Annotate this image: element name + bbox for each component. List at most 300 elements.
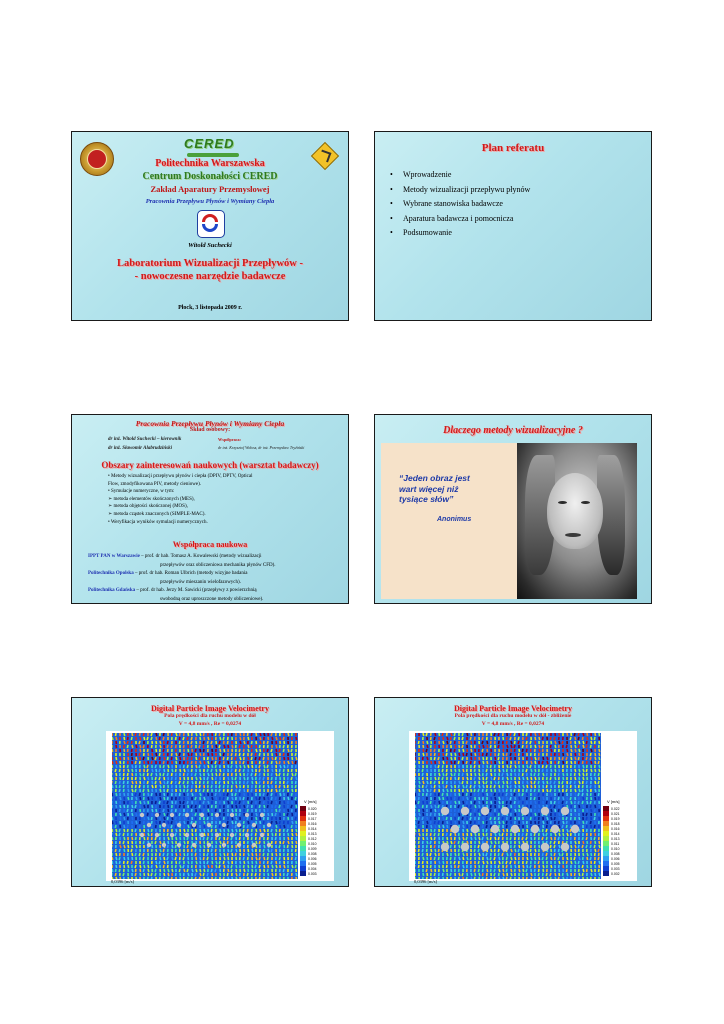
velocity-vector — [483, 801, 484, 804]
velocity-vector — [598, 761, 599, 764]
velocity-vector — [243, 761, 244, 764]
velocity-vector — [292, 789, 293, 792]
velocity-vector — [494, 793, 495, 796]
velocity-vector — [446, 817, 447, 820]
velocity-vector — [283, 737, 284, 740]
velocity-vector — [219, 733, 220, 736]
velocity-vector — [223, 797, 224, 800]
velocity-vector — [450, 857, 451, 860]
velocity-vector — [204, 865, 205, 868]
velocity-vector — [171, 821, 172, 824]
velocity-vector — [590, 805, 591, 808]
velocity-vector — [562, 853, 563, 856]
velocity-vector — [156, 733, 157, 736]
slide-agenda — [374, 131, 652, 321]
velocity-vector — [511, 873, 512, 876]
org-text: swobodną oraz uproszczone metody obliczeniowe). — [160, 596, 264, 602]
velocity-vector — [463, 821, 464, 824]
velocity-vector — [219, 781, 220, 784]
colorbar-tick: 0.013 — [308, 832, 317, 836]
velocity-vector — [590, 753, 591, 756]
velocity-vector — [515, 849, 516, 852]
velocity-vector — [470, 821, 471, 824]
velocity-vector — [514, 801, 515, 804]
colorbar-segment — [300, 821, 306, 826]
velocity-vector — [252, 869, 253, 872]
velocity-vector — [558, 797, 559, 800]
velocity-vector — [582, 845, 583, 848]
velocity-vector — [268, 785, 269, 788]
velocity-vector — [455, 833, 456, 836]
velocity-vector — [232, 745, 233, 748]
velocity-vector — [275, 837, 276, 840]
velocity-vector — [272, 757, 273, 760]
velocity-vector — [454, 797, 455, 800]
velocity-vector — [498, 745, 499, 748]
velocity-vector — [172, 841, 173, 844]
velocity-vector — [531, 761, 532, 764]
velocity-vector — [466, 793, 467, 796]
velocity-vector — [235, 825, 236, 828]
velocity-vector — [183, 801, 184, 804]
velocity-vector — [228, 777, 229, 780]
velocity-vector — [143, 773, 144, 776]
velocity-vector — [267, 857, 268, 860]
velocity-vector — [487, 861, 488, 864]
velocity-vector — [296, 757, 297, 760]
velocity-vector — [591, 809, 592, 812]
velocity-vector — [455, 821, 456, 824]
velocity-vector — [586, 821, 587, 824]
velocity-vector — [531, 777, 532, 780]
velocity-vector — [595, 777, 596, 780]
velocity-vector — [252, 781, 253, 784]
velocity-vector — [191, 745, 192, 748]
velocity-vector — [518, 801, 519, 804]
velocity-vector — [215, 761, 216, 764]
colorbar-tick: 0.022 — [611, 807, 620, 811]
rod-cross-section — [185, 813, 189, 817]
velocity-vector — [187, 801, 188, 804]
velocity-vector — [578, 801, 579, 804]
velocity-vector — [583, 861, 584, 864]
velocity-vector — [244, 805, 245, 808]
velocity-vector — [167, 773, 168, 776]
velocity-vector — [271, 821, 272, 824]
velocity-vector — [462, 817, 463, 820]
velocity-vector — [486, 821, 487, 824]
velocity-vector — [256, 861, 257, 864]
velocity-vector — [446, 769, 447, 772]
velocity-vector — [247, 825, 248, 828]
velocity-vector — [200, 829, 201, 832]
velocity-vector — [228, 849, 229, 852]
velocity-vector — [526, 833, 527, 836]
velocity-vector — [599, 753, 600, 756]
portrait-eye — [558, 501, 567, 504]
velocity-vector — [415, 825, 416, 828]
velocity-vector — [164, 817, 165, 820]
velocity-vector — [171, 809, 172, 812]
velocity-vector — [478, 793, 479, 796]
velocity-vector — [575, 737, 576, 740]
velocity-vector — [132, 813, 133, 816]
velocity-vector — [132, 817, 133, 820]
velocity-vector — [423, 837, 424, 840]
velocity-vector — [231, 865, 232, 868]
velocity-vector — [160, 857, 161, 860]
velocity-vector — [192, 781, 193, 784]
velocity-vector — [459, 769, 460, 772]
velocity-vector — [236, 785, 237, 788]
velocity-vector — [244, 777, 245, 780]
velocity-vector — [156, 797, 157, 800]
velocity-vector — [559, 741, 560, 744]
velocity-vector — [128, 865, 129, 868]
list-item: Flow, zmodyfikowana PIV, metody cieniowe). — [108, 481, 202, 487]
velocity-vector — [591, 777, 592, 780]
velocity-vector — [563, 797, 564, 800]
velocity-vector — [486, 777, 487, 780]
velocity-vector — [284, 801, 285, 804]
velocity-vector — [594, 825, 595, 828]
velocity-vector — [563, 821, 564, 824]
velocity-vector — [236, 765, 237, 768]
velocity-vector — [575, 841, 576, 844]
velocity-vector — [200, 749, 201, 752]
velocity-vector — [112, 825, 113, 828]
velocity-vector — [123, 781, 124, 784]
rod-cross-section — [481, 843, 489, 851]
velocity-vector — [212, 797, 213, 800]
quote-line: tysiące słów” — [399, 494, 454, 504]
velocity-vector — [187, 785, 188, 788]
velocity-vector — [443, 757, 444, 760]
velocity-vector — [220, 753, 221, 756]
velocity-vector — [506, 737, 507, 740]
velocity-vector — [531, 781, 532, 784]
velocity-vector — [586, 817, 587, 820]
velocity-vector — [507, 745, 508, 748]
velocity-vector — [124, 857, 125, 860]
velocity-vector — [124, 817, 125, 820]
slide-subtitle: Pola prędkości dla ruchu modelu w dół - zbliżenie — [454, 713, 572, 719]
velocity-vector — [200, 869, 201, 872]
velocity-vector — [443, 861, 444, 864]
velocity-vector — [267, 765, 268, 768]
velocity-vector — [119, 833, 120, 836]
velocity-vector — [435, 825, 436, 828]
velocity-vector — [263, 821, 264, 824]
slide-title: Digital Particle Image Velocimetry — [454, 704, 572, 713]
velocity-vector — [144, 837, 145, 840]
velocity-vector — [583, 841, 584, 844]
velocity-vector — [479, 805, 480, 808]
velocity-vector — [167, 781, 168, 784]
velocity-vector — [559, 833, 560, 836]
velocity-vector — [431, 849, 432, 852]
velocity-vector — [227, 741, 228, 744]
velocity-vector — [115, 769, 116, 772]
velocity-vector — [566, 817, 567, 820]
velocity-vector — [479, 773, 480, 776]
velocity-vector — [288, 749, 289, 752]
velocity-vector — [112, 737, 113, 740]
velocity-vector — [587, 857, 588, 860]
velocity-vector — [287, 829, 288, 832]
velocity-vector — [483, 817, 484, 820]
velocity-vector — [280, 825, 281, 828]
velocity-vector — [499, 801, 500, 804]
velocity-vector — [510, 781, 511, 784]
velocity-vector — [550, 877, 551, 879]
velocity-vector — [499, 797, 500, 800]
colorbar-segment — [300, 826, 306, 831]
velocity-vector — [251, 733, 252, 736]
velocity-vector — [215, 877, 216, 879]
velocity-vector — [510, 861, 511, 864]
velocity-vector — [256, 797, 257, 800]
velocity-vector — [124, 825, 125, 828]
velocity-vector — [220, 769, 221, 772]
velocity-vector — [434, 821, 435, 824]
velocity-vector — [443, 753, 444, 756]
velocity-vector — [128, 757, 129, 760]
colorbar-tick: 0.009 — [308, 847, 317, 851]
velocity-vector — [272, 737, 273, 740]
velocity-vector — [479, 777, 480, 780]
velocity-vector — [586, 845, 587, 848]
velocity-vector — [554, 781, 555, 784]
velocity-vector — [579, 773, 580, 776]
list-item: • Podsumowanie — [403, 226, 530, 241]
velocity-vector — [207, 857, 208, 860]
velocity-vector — [474, 801, 475, 804]
velocity-vector — [156, 849, 157, 852]
velocity-vector — [563, 777, 564, 780]
list-item: • Wybrane stanowiska badawcze — [403, 197, 530, 212]
rod-cross-section — [237, 823, 241, 827]
velocity-vector — [467, 797, 468, 800]
velocity-vector — [124, 837, 125, 840]
velocity-vector — [292, 821, 293, 824]
velocity-vector — [228, 829, 229, 832]
velocity-vector — [247, 873, 248, 876]
velocity-vector — [455, 745, 456, 748]
velocity-vector — [462, 745, 463, 748]
velocity-vector — [486, 817, 487, 820]
colorbar-tick: 0.008 — [308, 852, 317, 856]
velocity-vector — [447, 757, 448, 760]
velocity-vector — [167, 741, 168, 744]
velocity-vector — [151, 877, 152, 879]
velocity-vector — [203, 801, 204, 804]
velocity-vector — [200, 845, 201, 848]
velocity-vector — [478, 845, 479, 848]
velocity-vector — [219, 741, 220, 744]
velocity-vector — [570, 781, 571, 784]
velocity-vector — [143, 869, 144, 872]
velocity-vector — [583, 769, 584, 772]
velocity-vector — [490, 837, 491, 840]
velocity-vector — [191, 789, 192, 792]
velocity-vector — [176, 813, 177, 816]
velocity-vector — [115, 869, 116, 872]
velocity-vector — [486, 789, 487, 792]
velocity-vector — [188, 753, 189, 756]
velocity-vector — [547, 781, 548, 784]
velocity-vector — [235, 769, 236, 772]
velocity-vector — [155, 765, 156, 768]
velocity-vector — [291, 777, 292, 780]
velocity-vector — [591, 737, 592, 740]
velocity-vector — [482, 749, 483, 752]
velocity-vector — [272, 873, 273, 876]
velocity-vector — [219, 773, 220, 776]
velocity-vector — [435, 809, 436, 812]
velocity-vector — [438, 757, 439, 760]
velocity-vector — [156, 769, 157, 772]
velocity-vector — [271, 781, 272, 784]
colorbar-segment — [603, 851, 609, 856]
velocity-vector — [491, 801, 492, 804]
velocity-vector — [438, 857, 439, 860]
velocity-vector — [223, 789, 224, 792]
velocity-vector — [295, 761, 296, 764]
velocity-vector — [119, 785, 120, 788]
velocity-vector — [196, 757, 197, 760]
rod-cross-section — [200, 813, 204, 817]
velocity-vector — [276, 749, 277, 752]
velocity-vector — [503, 869, 504, 872]
velocity-vector — [272, 877, 273, 879]
colorbar-segment — [300, 861, 306, 866]
velocity-vector — [507, 853, 508, 856]
velocity-vector — [595, 805, 596, 808]
velocity-vector — [426, 869, 427, 872]
velocity-vector — [244, 869, 245, 872]
velocity-vector — [435, 849, 436, 852]
velocity-vector — [470, 805, 471, 808]
velocity-vector — [200, 753, 201, 756]
org-text: – prof. dr hab. Jerzy M. Sawicki (przepływy z powierzchnią — [135, 588, 257, 594]
velocity-vector — [587, 877, 588, 879]
velocity-vector — [284, 765, 285, 768]
org-text: – prof. dr hab. Tomasz A. Kowalewski (metody wizualizacji — [139, 554, 262, 559]
velocity-vector — [132, 869, 133, 872]
rod-cross-section — [511, 825, 519, 833]
velocity-vector — [446, 833, 447, 836]
velocity-vector — [124, 849, 125, 852]
velocity-vector — [271, 793, 272, 796]
velocity-vector — [439, 801, 440, 804]
velocity-vector — [535, 813, 536, 816]
velocity-vector — [422, 861, 423, 864]
velocity-vector — [292, 761, 293, 764]
velocity-vector — [279, 805, 280, 808]
velocity-vector — [267, 805, 268, 808]
velocity-vector — [575, 753, 576, 756]
velocity-vector — [543, 833, 544, 836]
velocity-vector — [458, 877, 459, 879]
velocity-vector — [462, 873, 463, 876]
velocity-vector — [235, 777, 236, 780]
slide-title: Plan referatu — [481, 142, 545, 154]
velocity-vector — [482, 741, 483, 744]
velocity-vector — [272, 769, 273, 772]
velocity-vector — [550, 873, 551, 876]
velocity-vector — [271, 829, 272, 832]
velocity-vector — [454, 733, 455, 736]
velocity-vector — [583, 797, 584, 800]
rod-cross-section — [461, 807, 469, 815]
velocity-vector — [296, 777, 297, 780]
velocity-vector — [155, 781, 156, 784]
colorbar-tick: 0.006 — [611, 857, 620, 861]
velocity-vector — [495, 797, 496, 800]
velocity-vector — [467, 777, 468, 780]
velocity-vector — [203, 857, 204, 860]
velocity-vector — [583, 805, 584, 808]
velocity-vector — [502, 817, 503, 820]
velocity-vector — [212, 757, 213, 760]
velocity-vector — [570, 825, 571, 828]
rod-cross-section — [207, 843, 211, 847]
velocity-vector — [466, 877, 467, 879]
velocity-vector — [120, 797, 121, 800]
velocity-vector — [256, 841, 257, 844]
velocity-vector — [563, 761, 564, 764]
velocity-vector — [543, 773, 544, 776]
velocity-vector — [232, 797, 233, 800]
velocity-vector — [578, 733, 579, 736]
velocity-vector — [207, 777, 208, 780]
velocity-vector — [243, 797, 244, 800]
velocity-vector — [515, 809, 516, 812]
velocity-vector — [439, 825, 440, 828]
velocity-vector — [423, 733, 424, 736]
velocity-vector — [155, 869, 156, 872]
velocity-vector — [454, 813, 455, 816]
velocity-vector — [276, 861, 277, 864]
velocity-vector — [192, 813, 193, 816]
velocity-vector — [462, 781, 463, 784]
velocity-vector — [447, 853, 448, 856]
rod-cross-section — [237, 843, 241, 847]
list-item: • Symulacje numeryczne, w tym: — [108, 489, 175, 495]
velocity-vector — [208, 761, 209, 764]
velocity-vector — [195, 797, 196, 800]
velocity-vector — [574, 733, 575, 736]
velocity-vector — [422, 849, 423, 852]
velocity-vector — [240, 773, 241, 776]
velocity-vector — [191, 737, 192, 740]
rod-cross-section — [230, 833, 234, 837]
velocity-vector — [554, 805, 555, 808]
velocity-vector — [494, 869, 495, 872]
velocity-vector — [168, 869, 169, 872]
velocity-vector — [267, 793, 268, 796]
velocity-vector — [183, 745, 184, 748]
velocity-vector — [227, 873, 228, 876]
velocity-vector — [427, 757, 428, 760]
velocity-vector — [188, 817, 189, 820]
velocity-vector — [519, 777, 520, 780]
velocity-vector — [587, 733, 588, 736]
portrait-eye — [581, 501, 590, 504]
velocity-field-plot — [106, 731, 334, 881]
velocity-vector — [594, 773, 595, 776]
